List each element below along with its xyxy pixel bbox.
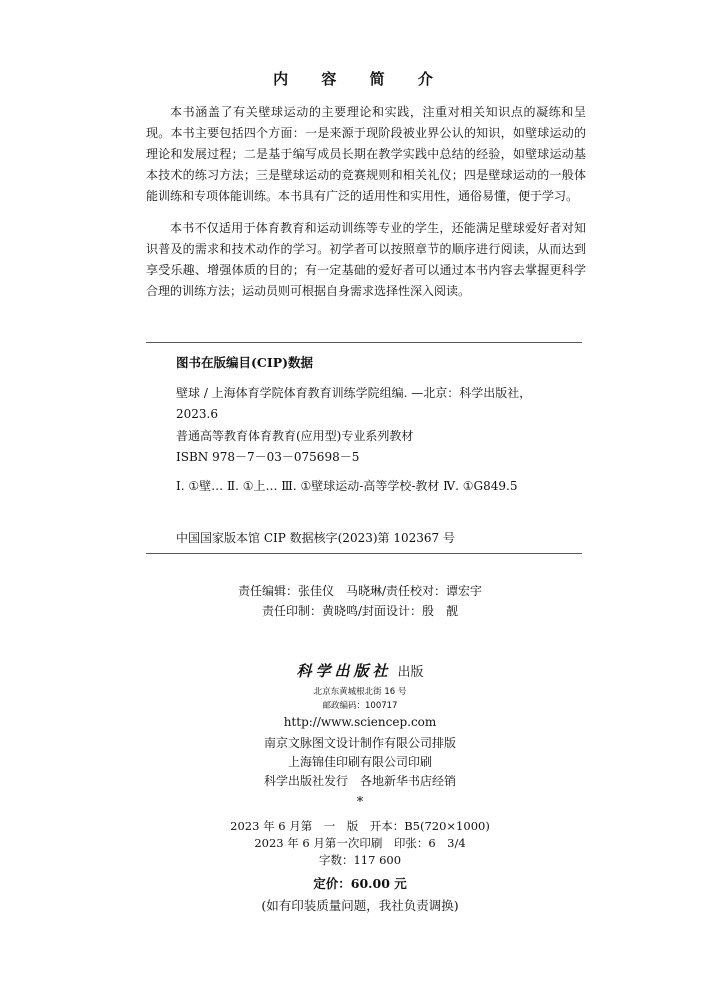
credits	[0, 581, 720, 621]
cip-title-line	[146, 383, 566, 425]
edition-line: 2023 年 6 月第 一 版 开本：B5(720×1000)	[230, 819, 490, 833]
price: 定价：60.00 元	[313, 876, 407, 891]
separator-star: *	[356, 795, 364, 810]
publisher-address: 北京东黄城根北街 16 号	[313, 687, 407, 697]
cip-block	[146, 383, 566, 425]
publisher-postcode: 邮政编码：100717	[322, 701, 398, 711]
publisher-block	[0, 660, 720, 731]
cip-classification	[146, 476, 566, 497]
cip-line1: 壁球 / 上海体育学院体育教育训练学院组编. —北京：科学出版社，2023.6	[176, 386, 532, 421]
quality-notice: (如有印装质量问题，我社负责调换)	[261, 898, 459, 913]
cip-top-divider	[146, 342, 582, 343]
cip-line2: 普通高等教育体育教育(应用型)专业系列教材	[176, 429, 414, 443]
publisher-url: http://www.sciencep.com	[283, 715, 437, 729]
typesetter-line: 南京文脉图文设计制作有限公司排版	[263, 736, 456, 750]
cip-series	[146, 426, 566, 468]
credits-production: 责任印制：黄晓鸣/封面设计：殷 靓	[261, 604, 459, 618]
printer-line: 上海锦佳印刷有限公司印刷	[287, 755, 432, 769]
cip-line3: ISBN 978－7－03－075698－5	[176, 450, 360, 464]
summary-paragraph-2: 本书不仅适用于体育教育和运动训练等专业的学生，还能满足壁球爱好者对知识普及的需求和技术动作的学习。初学者可以按照章节的顺序进行阅读，从而达到享受乐趣、增强体质的目的；有一定基础的爱好者可以通过本书内容去掌握更科学合理的训练方法；运动员则可根据自身需求选择性深入阅读。	[146, 221, 586, 298]
specs-block	[0, 818, 720, 869]
summary-paragraph-1: 本书涵盖了有关壁球运动的主要理论和实践，注重对相关知识点的凝练和呈现。本书主要包括四个方面：一是来源于现阶段被业界公认的知识，如壁球运动的理论和发展过程；二是基于编写成员长期在教学实践中总结的经验，如壁球运动基本技术的练习方法；三是壁球运动的竞赛规则和相关礼仪；四是壁球运动的一般体能训练和专项体能训练。本书具有广泛的适用性和实用性，通俗易懂，便于学习。	[146, 105, 586, 203]
cip-line5: 中国国家版本馆 CIP 数据核字(2023)第 102367 号	[176, 531, 455, 545]
cip-heading: 图书在版编目(CIP)数据	[176, 355, 314, 370]
printers-block	[0, 734, 720, 791]
cip-bottom-divider	[146, 553, 582, 554]
cip-line4: Ⅰ. ①壁… Ⅱ. ①上… Ⅲ. ①壁球运动-高等学校-教材 Ⅳ. ①G849.5	[176, 479, 518, 493]
cip-record	[146, 528, 566, 549]
credits-editors: 责任编辑：张佳仪 马晓琳/责任校对：谭宏宇	[237, 584, 483, 598]
publisher-suffix: 出版	[397, 665, 424, 680]
distributor-line: 科学出版社发行 各地新华书店经销	[263, 774, 456, 788]
summary-title: 内 容 简 介	[273, 70, 447, 88]
publisher-logo: 科学出版社	[296, 662, 392, 680]
printing-line: 2023 年 6 月第一次印刷 印张：6 3/4	[254, 836, 466, 850]
word-count-line: 字数：117 600	[318, 853, 402, 867]
